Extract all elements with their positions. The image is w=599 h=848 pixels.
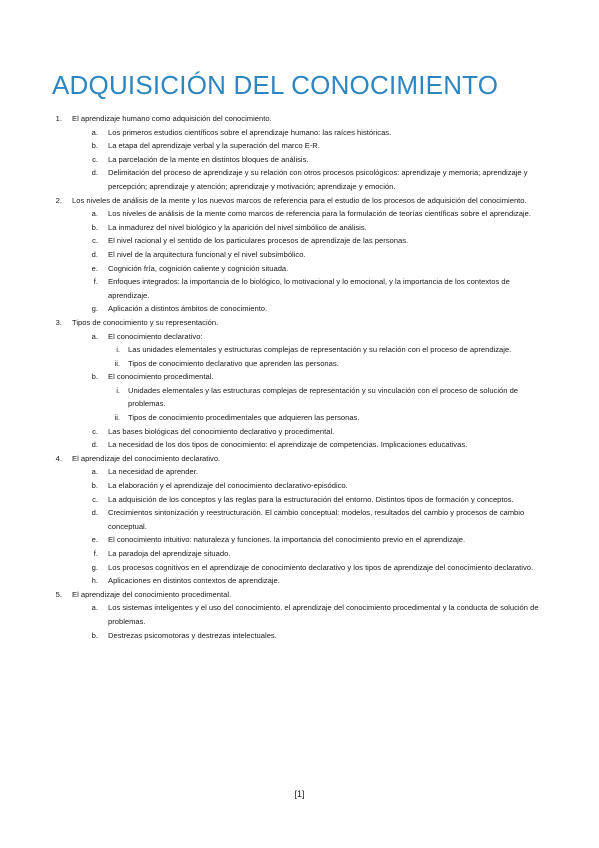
section-item-text: Tipos de conocimiento y su representación. [72,317,219,327]
section-item [0,194,599,208]
subsubsection-item-number: i. [116,385,120,395]
subsection-item-text: Destrezas psicomotoras y destrezas intelectuales. [108,630,277,640]
subsubsection-item-text: Unidades elementales y las estructuras complejas de representación y su vinculación con el proceso de solución de problemas. [128,385,519,409]
subsection-item [0,493,599,507]
subsection-item-number: a. [91,209,98,219]
subsection-item-number: c. [92,154,98,164]
subsection-item-text: Los procesos cognitivos en el aprendizaje de conocimiento declarativo y los tipos de aprendizaje del conocimiento declarativo. [108,562,534,572]
subsection-item [0,166,599,193]
subsection-item-text: La necesidad de aprender. [108,467,198,477]
subsubsection-item-number: ii. [114,413,120,423]
page-number: [1] [294,789,305,799]
subsection-item-number: d. [91,249,98,259]
subsubsection-item [0,384,599,411]
subsection-item-number: d. [91,440,98,450]
section-item-text: Los niveles de análisis de la mente y los nuevos marcos de referencia para el estudio de los procesos de adquisición del conocimiento. [72,195,527,205]
subsection-item-number: b. [91,222,98,232]
subsection-item [0,370,599,384]
subsection-item-number: g. [91,304,98,314]
subsection-item-text: La inmadurez del nivel biológico y la aparición del nivel simbólico de análisis. [108,222,367,232]
subsection-item-number: c. [92,236,98,246]
subsection-item-text: El nivel racional y el sentido de los particulares procesos de aprendizaje de las personas. [108,236,409,246]
subsubsection-item [0,357,599,371]
subsection-item-number: d. [91,168,98,178]
subsection-item-text: Cognición fría, cognición caliente y cognición situada. [108,263,289,273]
subsection-item-number: g. [91,562,98,572]
section-item [0,316,599,330]
subsection-item-text: Aplicación a distintos ámbitos de conocimiento. [108,304,268,314]
section-item-number: 4. [55,453,62,463]
subsection-item-text: El conocimiento declarativo: [108,331,203,341]
subsection-item-text: Los sistemas inteligentes y el uso del conocimiento. el aprendizaje del conocimiento procedimental y la conducta de solución de problemas. [108,603,539,626]
subsection-item-text: Crecimientos sintonización y reestructuración. El cambio conceptual: modelos, resultados del cambio y procesos de cambio conceptual. [108,508,525,531]
subsection-item-number: f. [93,277,98,287]
subsubsection-item-text: Tipos de conocimiento procedimentales que adquieren las personas. [128,413,360,423]
subsection-item-text: El conocimiento procedimental. [108,372,214,382]
subsection-item [0,248,599,262]
subsection-item-text: Aplicaciones en distintos contextos de aprendizaje. [108,576,280,586]
subsection-item-number: f. [93,549,98,558]
subsection-item [0,465,599,479]
subsection-item [0,139,599,153]
section-item-number: 1. [55,114,62,123]
subsection-item-text: Las bases biológicas del conocimiento declarativo y procedimental. [108,426,335,436]
subsection-item [0,601,599,628]
subsection-item-text: La elaboración y el aprendizaje del conocimiento declarativo-episódico. [108,481,348,491]
subsection-item [0,479,599,493]
subsection-item [0,262,599,276]
section-item-number: 2. [55,195,62,205]
section-item [0,452,599,466]
subsection-item-number: h. [91,576,98,586]
subsection-item [0,547,599,561]
subsection-item-text: La parcelación de la mente en distintos bloques de análisis. [108,154,309,164]
subsection-item [0,234,599,248]
subsection-item-text: La adquisición de los conceptos y las reglas para la estructuración del entorno. Distintos tipos de formación y conceptos. [108,494,514,504]
subsection-item [0,330,599,344]
subsection-item-number: c. [92,426,98,436]
section-item [0,588,599,602]
subsection-item-number: a. [91,603,98,613]
subsection-item-text: La etapa del aprendizaje verbal y la superación del marco E-R. [108,141,320,151]
subsection-item [0,302,599,316]
document-title: ADQUISICIÓN DEL CONOCIMIENTO [52,70,499,100]
subsection-item [0,221,599,235]
subsection-item-number: a. [91,331,98,341]
subsection-item-text: Los primeros estudios científicos sobre el aprendizaje humano: las raíces históricas. [108,127,392,137]
subsection-item [0,438,599,452]
section-item-text: El aprendizaje humano como adquisición del conocimiento. [72,114,272,123]
subsection-item-number: c. [92,494,98,504]
subsection-item-text: El nivel de la arquitectura funcional y el nivel subsimbólico. [108,249,306,259]
section-item [0,112,599,126]
subsection-item-text: Enfoques integrados: la importancia de lo biológico, lo motivacional y lo emocional, y la importancia de los contextos de aprendizaje. [108,277,510,300]
subsection-item-text: Los niveles de análisis de la mente como marcos de referencia para la formulación de teorías científicas sobre el aprendizaje. [108,209,531,219]
subsection-item-number: a. [91,127,98,137]
subsubsection-item [0,411,599,425]
subsubsection-item-number: ii. [114,358,120,368]
subsection-item-text: La necesidad de los dos tipos de conocimiento: el aprendizaje de competencias. Implicaciones educativas. [108,440,468,450]
subsection-item-text: Delimitación del proceso de aprendizaje y su relación con otros procesos psicológicos: aprendizaje y memoria; aprendizaje y percepción; aprendizaje y atención; aprendizaje y motivación; aprendizaje y emoción. [108,168,528,191]
subsection-item-number: a. [91,467,98,477]
subsection-item [0,506,599,533]
subsubsection-item-text: Tipos de conocimiento declarativo que aprenden las personas. [128,358,339,368]
outline-list [0,112,599,642]
section-item-text: El aprendizaje del conocimiento declarativo. [72,453,221,463]
subsubsection-item-number: i. [116,345,120,355]
section-item-text: El aprendizaje del conocimiento procedimental. [72,589,232,599]
section-item-number: 5. [55,589,62,599]
subsection-item [0,126,599,140]
subsection-item-number: e. [91,535,98,545]
subsection-item [0,207,599,221]
subsection-item [0,275,599,302]
subsection-item-text: La paradoja del aprendizaje situado. [108,549,231,558]
subsection-item [0,425,599,439]
subsection-item-number: b. [91,630,98,640]
subsection-item-number: d. [91,508,98,518]
subsection-item [0,153,599,167]
subsection-item [0,629,599,643]
subsection-item-number: b. [91,372,98,382]
subsection-item [0,561,599,575]
subsubsection-item [0,343,599,357]
subsubsection-item-text: Las unidades elementales y estructuras complejas de representación y su relación con el proceso de aprendizaje. [128,345,512,355]
section-item-number: 3. [55,317,62,327]
subsection-item-number: e. [91,263,98,273]
subsection-item [0,574,599,588]
subsection-item-text: El conocimiento intuitivo: naturaleza y funciones. la importancia del conocimiento previo en el aprendizaje. [108,535,466,545]
subsection-item-number: b. [91,481,98,491]
subsection-item-number: b. [91,141,98,151]
subsection-item [0,533,599,547]
